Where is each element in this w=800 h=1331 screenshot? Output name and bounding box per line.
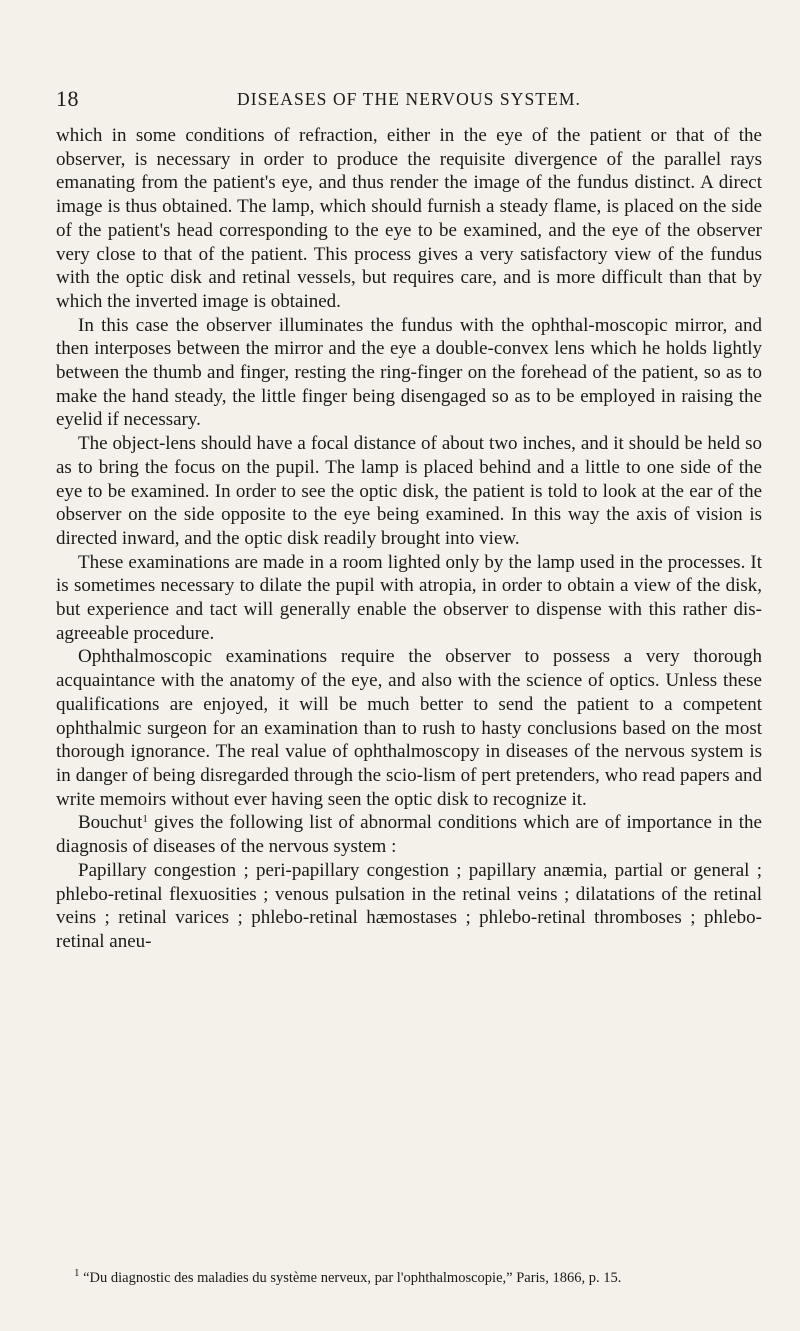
paragraph-examinations: These examinations are made in a room lighted only by the lamp used in the processes. It is sometimes necessary to dilate the pupil with atropia, in order to obtain a view of the disk, but experience and tact will generally enable the observer to dispense with this rather dis-agreeable procedure. (56, 551, 762, 644)
running-head: DISEASES OF THE NERVOUS SYSTEM. (236, 89, 581, 109)
footnote-marker: 1 (74, 1267, 80, 1279)
paragraph-ophthalmoscopic-requirements: Ophthalmoscopic examinations require the observer to possess a very thorough acquaintance with the anatomy of the eye, and also with the science of optics. Unless these qualifications are enjoyed, it will be much better to send the patient to a competent ophthalmic surgeon for an examination than to rush to hasty conclusions based on the most thorough ignorance. The real value of ophthalmoscopy in diseases of the nervous system is in danger of being disregarded through the scio-lism of pert pretenders, who read papers and write memoirs without ever having seen the optic disk to recognize it. (56, 646, 762, 810)
paragraph-inverted-image: In this case the observer illuminates the fundus with the ophthal-moscopic mirror, and then interposes between the mirror and the eye a double-convex lens which he holds lightly between the thumb and finger, resting the ring-finger on the forehead of the patient, so as to make the hand steady, the little finger being disengaged so as to be employed in raising the eyelid if necessary. (56, 314, 762, 431)
body-text (56, 124, 762, 954)
footnote-reference: 1 (142, 813, 148, 826)
page-number: 18 (56, 86, 79, 111)
page-header (56, 86, 762, 110)
footnote (56, 1269, 762, 1287)
paragraph-conditions-list: Papillary congestion ; peri-papillary congestion ; papillary anæmia, partial or general ; phlebo-retinal flexuosities ; venous pulsation in the retinal veins ; dilatations of the retinal veins ; retinal varices ; phlebo-retinal hæmostases ; phlebo-retinal thromboses ; phlebo-retinal aneu- (56, 859, 762, 952)
paragraph-object-lens: The object-lens should have a focal distance of about two inches, and it should be held so as to bring the focus on the pupil. The lamp is placed behind and a little to one side of the eye to be examined. In order to see the optic disk, the patient is told to look at the ear of the observer on the side opposite to the eye being examined. In this way the axis of vision is directed inward, and the optic disk readily brought into view. (56, 433, 762, 549)
paragraph-bouchut (56, 811, 762, 858)
bouchut-text: gives the following list of abnormal conditions which are of importance in the diagnosis of diseases of the nervous system : (56, 812, 762, 858)
footnote-text: “Du diagnostic des maladies du système nerveux, par l'ophthalmoscopie,” Paris, 1866, p. 15. (79, 1270, 622, 1286)
bouchut-name: Bouchut (78, 812, 143, 834)
paragraph-continuation: which in some conditions of refraction, either in the eye of the patient or that of the observer, is necessary in order to produce the requisite divergence of the parallel rays emanating from the patient's eye, and thus render the image of the fundus distinct. A direct image is thus obtained. The lamp, which should furnish a steady flame, is placed on the side of the patient's head corresponding to the eye to be examined, and the eye of the observer very close to that of the patient. This process gives a very satisfactory view of the fundus with the optic disk and retinal vessels, but requires care, and is more difficult than that by which the inverted image is obtained. (56, 125, 762, 312)
